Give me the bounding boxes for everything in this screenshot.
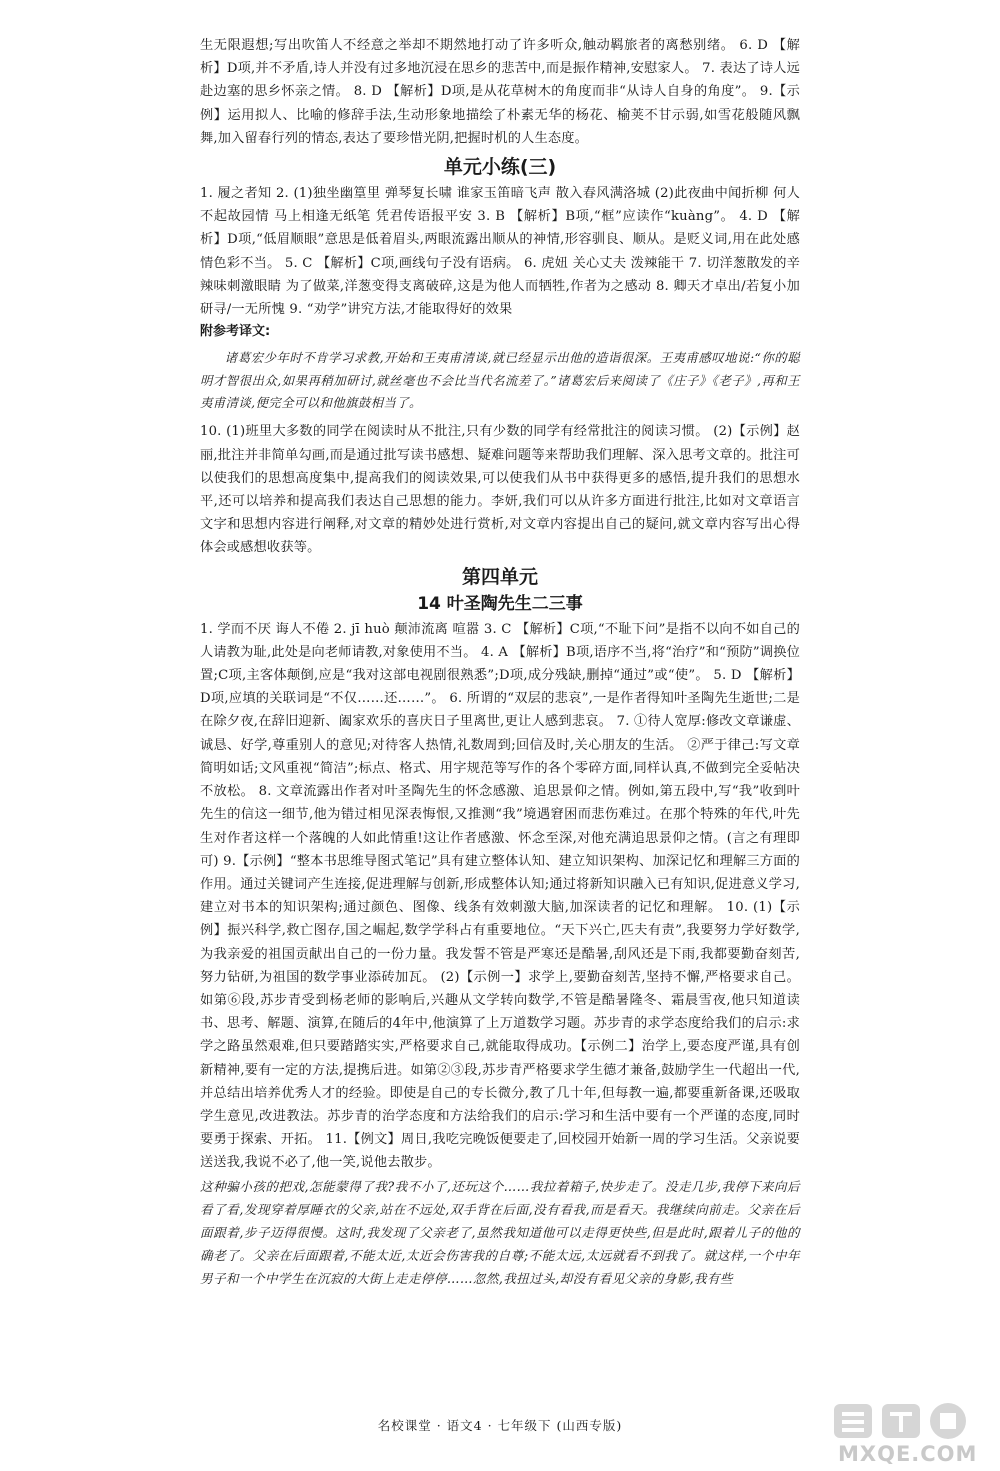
lesson-title-14: 14 叶圣陶先生二三事 (417, 593, 583, 614)
reference-translation: 诸葛宏少年时不肯学习求教,开始和王夷甫清谈,就已经显示出他的造诣很深。王夷甫感叹地说:“你的聪明才智很出众,如果再稍加研讨,就丝毫也不会比当代名流差了。”诸葛宏后来阅读了《庄子》《老子》,再和王夷甫清谈,便完全可以和他旗鼓相当了。 (200, 350, 800, 411)
example-essay: 这种骗小孩的把戏,怎能蒙得了我?我不小了,还玩这个……我拉着箱子,快步走了。没走几步,我停下来向后看了看,发现穿着厚睡衣的父亲,站在不远处,双手背在后面,没有看我,而是看天。我继续向前走。父亲在后面跟着,步子迈得很慢。这时,我发现了父亲老了,虽然我知道他可以走得更快些,但是此时,跟着儿子的他的确老了。父亲在后面跟着,不能太近,太近会伤害我的自尊;不能太远,太远就看不到我了。就这样,一个中年男子和一个中学生在沉寂的大街上走走停停……忽然,我扭过头,却没有看见父亲的身影,我有些 (200, 1178, 800, 1287)
page-content (200, 34, 800, 1291)
page-footer: 名校课堂 · 语文4 · 七年级下 (山西专版) (377, 1418, 623, 1433)
paragraph-poem-answers: 生无限遐想;写出吹笛人不经意之举却不期然地打动了许多听众,触动羁旅者的离愁别绪。 6. D 【解析】D项,并不矛盾,诗人并没有过多地沉浸在思乡的悲苦中,而是振作精神,安慰家人。 7. 表达了诗人远赴边塞的思乡怀亲之情。 8. D 【解析】D项,是从花草树木的角度而非“从诗人自身的角度”。 9.【示例】运用拟人、比喻的修辞手法,生动形象地描绘了朴素无华的杨花、榆荚不甘示弱,如雪花般随风飘舞,加入留春行列的情态,表达了要珍惜光阴,把握时机的人生态度。 (200, 38, 800, 146)
translation-heading: 附参考译文: (200, 324, 271, 340)
section-title-unit-practice-3: 单元小练(三) (443, 156, 557, 179)
watermark-text: MXQE.COM (838, 1442, 978, 1466)
paragraph-lesson-14-answers: 1. 学而不厌 诲人不倦 2. jī huò 颠沛流离 喧嚣 3. C 【解析】C项,“不耻下问”是指不以向不如自己的人请教为耻,此处是向老师请教,对象使用不当。 4. A 【解析】B项,语序不当,将“治疗”和“预防”调换位置;C项,主客体颠倒,应是“我对这部电视剧很熟悉”;D项,成分残缺,删掉“通过”或“使”。 5. D 【解析】D项,应填的关联词是“不仅……还……”。 6. 所谓的“双层的悲哀”,一是作者得知叶圣陶先生逝世;二是在除夕夜,在辞旧迎新、阖家欢乐的喜庆日子里离世,更让人感到悲哀。 7. ①待人宽厚:修改文章谦虚、诚恳、好学,尊重别人的意见;对待客人热情,礼数周到;回信及时,关心朋友的生活。 ②严于律己:写文章简明如话;文风重视“简洁”;标点、格式、用字规范等写作的各个零碎方面,同样认真,不做到完全妥帖决不放松。 8. 文章流露出作者对叶圣陶先生的怀念感激、追思景仰之情。例如,第五段中,写“我”收到叶先生的信这一细节,他为错过相见深表悔恨,又推测“我”境遇窘困而悲伤难过。在那个特殊的年代,叶先生对作者这样一个落魄的人如此情重!这让作者感激、怀念至深,对他充满追思景仰之情。(言之有理即可) 9.【示例】“整本书思维导图式笔记”具有建立整体认知、建立知识架构、加深记忆和理解三方面的作用。通过关键词产生连接,促进理解与创新,形成整体认知;通过将新知识融入已有知识,促进意义学习,建立对书本的知识架构;通过颜色、图像、线条有效刺激大脑,加深读者的记忆和理解。 10. (1)【示例】振兴科学,救亡图存,国之崛起,数学学科占有重要地位。“天下兴亡,匹夫有责”,我要努力学好数学,为我亲爱的祖国贡献出自己的一份力量。我发誓不管是严寒还是酷暑,刮风还是下雨,我都要勤奋刻苦,努力钻研,为祖国的数学事业添砖加瓦。 (2)【示例一】求学上,要勤奋刻苦,坚持不懈,严格要求自己。如第⑥段,苏步青受到杨老师的影响后,兴趣从文学转向数学,不管是酷暑隆冬、霜晨雪夜,他只知道读书、思考、解题、演算,在随后的4年中,他演算了上万道数学习题。苏步青的求学态度给我们的启示:求学之路虽然艰难,但只要踏踏实实,严格要求自己,就能取得成功。【示例二】治学上,要态度严谨,具有创新精神,要有一定的方法,提携后进。如第②③段,苏步青严格要求学生德才兼备,鼓励学生一代超出一代,并总结出培养优秀人才的经验。即使是自己的专长微分,教了几十年,但每教一遍,都要重新备课,还吸取学生意见,改进教法。苏步青的治学态度和方法给我们的启示:学习和生活中要有一个严谨的态度,同时要勇于探索、开拓。 11.【例文】周日,我吃完晚饭便要走了,回校园开始新一周的学习生活。父亲说要送送我,我说不必了,他一笑,说他去散步。 (200, 621, 800, 1171)
paragraph-question-10: 10. (1)班里大多数的同学在阅读时从不批注,只有少数的同学有经常批注的阅读习惯。 (2)【示例】赵丽,批注并非简单勾画,而是通过批写读书感想、疑难问题等来帮助我们理解、深入思考文章的。批注可以使我们的思想高度集中,提高我们的阅读效果,可以使我们从书中获得更多的感悟,提升我们的思想水平,还可以培养和提高我们表达自己思想的能力。李妍,我们可以从许多方面进行批注,比如对文章语言文字和思想内容进行阐释,对文章的精妙处进行赏析,对文章内容提出自己的疑问,就文章内容写出心得体会或感想收获等。 (200, 424, 800, 556)
unit-title-4: 第四单元 (461, 565, 538, 588)
paragraph-unit-practice-answers: 1. 履之者知 2. (1)独坐幽篁里 弹琴复长啸 谁家玉笛暗飞声 散入春风满洛城 (2)此夜曲中闻折柳 何人不起故园情 马上相逢无纸笔 凭君传语报平安 3. B 【解析】B项,“框”应读作“kuàng”。 4. D 【解析】D项,“低眉顺眼”意思是低着眉头,两眼流露出顺从的神情,形容驯良、顺从。是贬义词,用在此处感情色彩不当。 5. C 【解析】C项,画线句子没有语病。 6. 虎妞 关心丈夫 泼辣能干 7. 切洋葱散发的辛辣味刺激眼睛 为了做菜,洋葱变得支离破碎,这是为他人而牺牲,作者为之感动 8. 卿天才卓出/若复小加研寻/一无所愧 9. “劝学”讲究方法,才能取得好的效果 (200, 186, 800, 318)
